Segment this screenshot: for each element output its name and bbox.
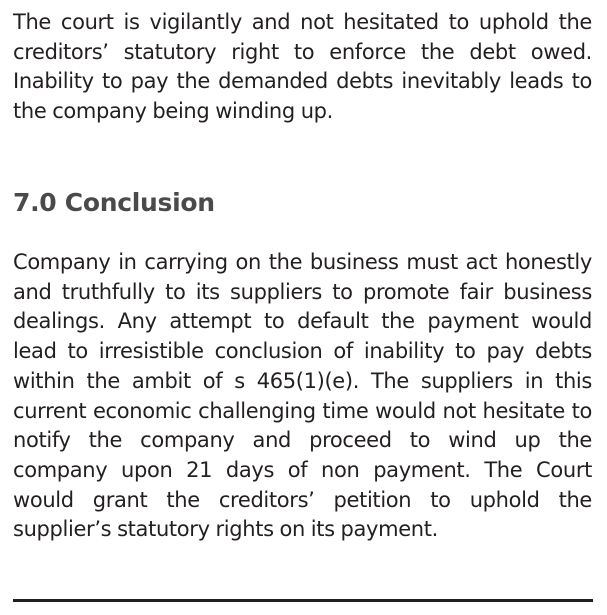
document-page — [13, 8, 592, 542]
intro-paragraph: The court is vigilantly and not hesitated to uphold the creditors’ statutory right to enforce the debt owed. Inability to pay the demanded debts inevitably leads to the company being winding up. — [13, 10, 592, 124]
horizontal-divider — [13, 599, 593, 602]
section-heading: 7.0 Conclusion — [13, 188, 215, 217]
conclusion-paragraph: Company in carrying on the business must act honestly and truthfully to its suppliers to promote fair business dealings. Any attempt to default the payment would lead to irresistible conclusion of inability to pay debts within the ambit of s 465(1)(e). The suppliers in this current economic challenging time would not hesitate to notify the company and proceed to wind up the company upon 21 days of non payment. The Court would grant the creditors’ petition to uphold the supplier’s statutory rights on its payment. — [13, 250, 592, 542]
